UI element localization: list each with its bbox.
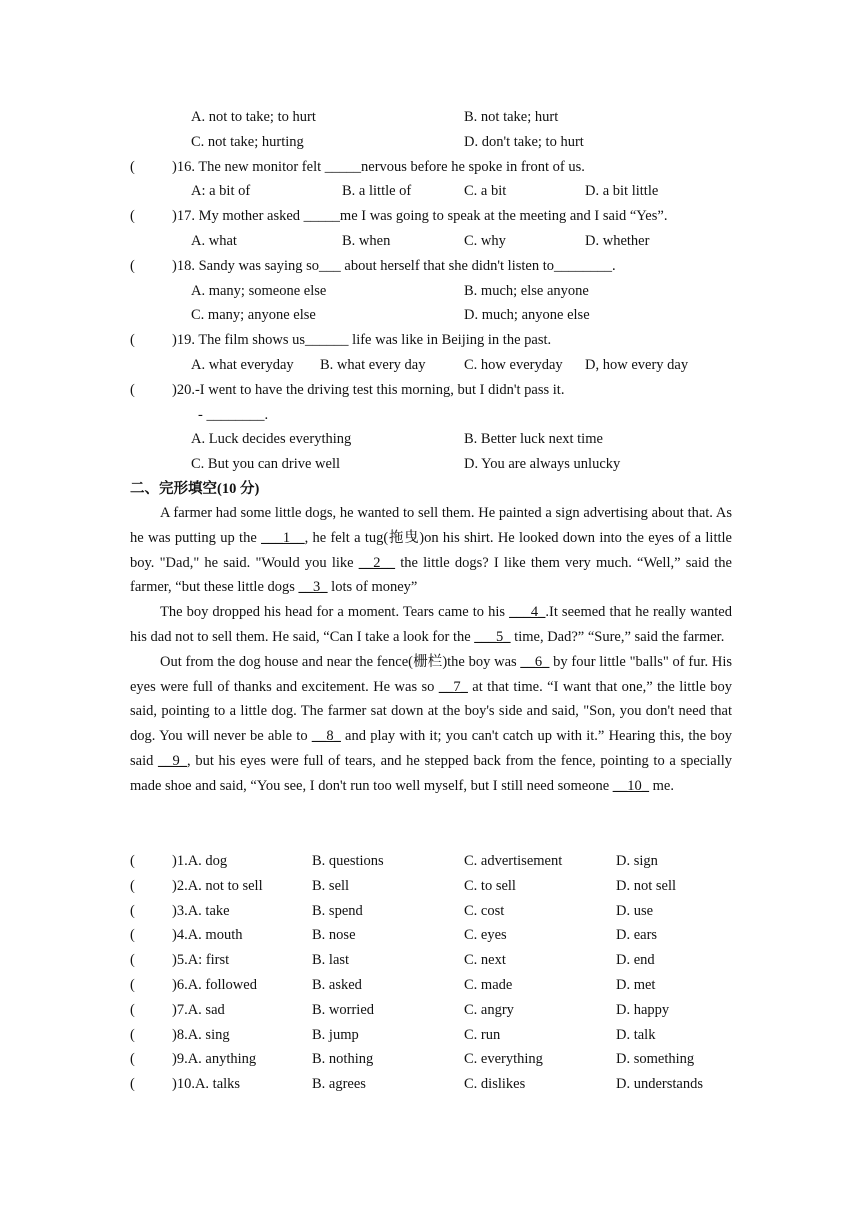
answer-paren: (	[130, 1001, 135, 1018]
option-a: )3.A. take	[172, 902, 230, 919]
q17-option-b: B. when	[342, 233, 391, 249]
q19-option-d: D, how every day	[585, 357, 689, 373]
option-a: )9.A. anything	[172, 1051, 257, 1068]
option-d: D. met	[616, 977, 656, 993]
option-a: )1.A. dog	[172, 853, 228, 869]
answer-paren: (	[130, 1051, 135, 1068]
q20-option-a: A. Luck decides everything	[191, 431, 352, 447]
q16-option-d: D. a bit little	[585, 183, 659, 199]
blank-3: __3_	[298, 579, 328, 596]
q19-option-c: C. how everyday	[464, 357, 563, 373]
answer-paren: (	[130, 952, 135, 969]
answer-paren: (	[130, 1076, 135, 1093]
answer-paren: (	[130, 877, 135, 894]
answer-paren: (	[130, 258, 135, 274]
option-d: D. something	[616, 1051, 695, 1068]
answer-paren: (	[130, 208, 135, 224]
option-d: D. use	[616, 902, 654, 919]
question-text: )16. The new monitor felt _____nervous before he spoke in front of us.	[172, 159, 585, 175]
q20-option-d: D. You are always unlucky	[464, 456, 621, 472]
option-b: B. questions	[312, 853, 384, 869]
q18-option-d: D. much; anyone else	[464, 307, 590, 323]
option-b: B. last	[312, 952, 350, 969]
passage-paragraph-2: The boy dropped his head for a moment. Tears came to his ___4_.It seemed that he really wanted his dad not to sell them. He said, “Can I take a look for the ___5_ time, Dad?” “Sure,” said the farmer.	[130, 604, 732, 645]
passage-paragraph-1: A farmer had some little dogs, he wanted to sell them. He painted a sign advertising about that. As he was putting up the ___1__, he felt a tug(拖曳)on his shirt. He looked down into the eyes of a little boy. "Dad," he said. "Would you like __2__ the little dogs? I like them very much. “Well,” said the farmer, “but these little dogs __3_ lots of money”	[130, 505, 732, 596]
question-text: )20.-I went to have the driving test this morning, but I didn't pass it.	[172, 382, 565, 398]
option-c: C. dislikes	[464, 1076, 526, 1093]
blank-8: __8_	[311, 728, 341, 745]
option-b: B. nothing	[312, 1051, 374, 1068]
q18-option-a: A. many; someone else	[191, 283, 327, 299]
option-c: C. eyes	[464, 927, 507, 944]
q15-option-c: C. not take; hurting	[191, 134, 304, 150]
q17-option-d: D. whether	[585, 233, 650, 249]
q17-option-a: A. what	[191, 233, 237, 249]
q16-option-c: C. a bit	[464, 183, 507, 199]
section-heading: 二、完形填空(10 分)	[130, 481, 260, 497]
q16-option-b: B. a little of	[342, 183, 412, 199]
option-d: D. end	[616, 952, 655, 969]
option-c: C. next	[464, 952, 506, 969]
option-a: )5.A: first	[172, 952, 230, 969]
option-c: C. made	[464, 977, 513, 993]
q16-option-a: A: a bit of	[191, 183, 251, 199]
option-c: C. to sell	[464, 877, 516, 894]
blank-2: __2__	[358, 554, 396, 571]
q15-option-d: D. don't take; to hurt	[464, 134, 584, 150]
option-b: B. sell	[312, 877, 350, 894]
option-d: D. sign	[616, 853, 658, 869]
option-d: D. happy	[616, 1001, 670, 1018]
question-text: )19. The film shows us______ life was like in Beijing in the past.	[172, 332, 552, 348]
option-d: D. understands	[616, 1076, 703, 1093]
option-c: C. advertisement	[464, 853, 563, 869]
q15-option-b: B. not take; hurt	[464, 109, 559, 125]
answer-paren: (	[130, 853, 135, 869]
option-b: B. nose	[312, 927, 356, 944]
option-b: B. agrees	[312, 1076, 366, 1093]
option-d: D. ears	[616, 927, 658, 944]
q20-reply: - ________.	[198, 407, 269, 423]
answer-paren: (	[130, 159, 135, 175]
answer-paren: (	[130, 977, 135, 993]
q20-option-c: C. But you can drive well	[191, 456, 341, 472]
answer-paren: (	[130, 382, 135, 398]
answer-paren: (	[130, 902, 135, 919]
option-a: )8.A. sing	[172, 1026, 230, 1043]
blank-9: __9_	[158, 752, 188, 769]
passage-paragraph-3: Out from the dog house and near the fence(栅栏)the boy was __6_ by four little "balls" of fur. His eyes were full of thanks and excitement. He was so __7_ at that time. “I want that one,” the little boy said, pointing to a little dog. The farmer sat down at the boy's side and said, "Son, you don't need that dog. You will never be able to __8_ and play with it; you can't catch up with it.” Hearing this, the boy said __9_, but his eyes were full of tears, and he stepped back from the fence, pointing to a specially made shoe and said, “You see, I don't run too well myself, but I still need someone __10_ me.	[130, 653, 733, 794]
q19-option-a: A. what everyday	[191, 357, 294, 373]
option-b: B. worried	[312, 1001, 375, 1018]
option-b: B. spend	[312, 902, 363, 919]
q18-option-b: B. much; else anyone	[464, 283, 589, 299]
q18-option-c: C. many; anyone else	[191, 307, 316, 323]
option-b: B. jump	[312, 1026, 359, 1043]
option-a: )6.A. followed	[172, 977, 257, 993]
option-b: B. asked	[312, 977, 362, 993]
option-a: )7.A. sad	[172, 1001, 225, 1018]
option-a: )10.A. talks	[172, 1076, 241, 1093]
option-d: D. talk	[616, 1026, 656, 1043]
blank-7: __7_	[438, 678, 468, 695]
q15-option-a: A. not to take; to hurt	[191, 109, 316, 125]
answer-paren: (	[130, 332, 135, 348]
blank-1: ___1__	[261, 529, 305, 546]
option-a: )4.A. mouth	[172, 927, 243, 944]
blank-5: ___5_	[474, 628, 511, 645]
cloze-passage	[130, 501, 732, 799]
answer-paren: (	[130, 927, 135, 944]
question-text: )18. Sandy was saying so___ about herself that she didn't listen to________.	[172, 258, 616, 274]
option-c: C. cost	[464, 902, 505, 919]
q20-option-b: B. Better luck next time	[464, 431, 603, 447]
q17-option-c: C. why	[464, 233, 506, 249]
blank-10: __10_	[612, 777, 650, 794]
option-d: D. not sell	[616, 877, 677, 894]
option-c: C. angry	[464, 1001, 514, 1018]
blank-4: ___4_	[509, 604, 546, 621]
option-c: C. run	[464, 1026, 501, 1043]
blank-6: __6_	[520, 653, 550, 670]
q19-option-b: B. what every day	[320, 357, 426, 373]
option-c: C. everything	[464, 1051, 543, 1068]
answer-paren: (	[130, 1026, 135, 1043]
question-text: )17. My mother asked _____me I was going to speak at the meeting and I said “Yes”.	[172, 208, 668, 224]
option-a: )2.A. not to sell	[172, 877, 263, 894]
